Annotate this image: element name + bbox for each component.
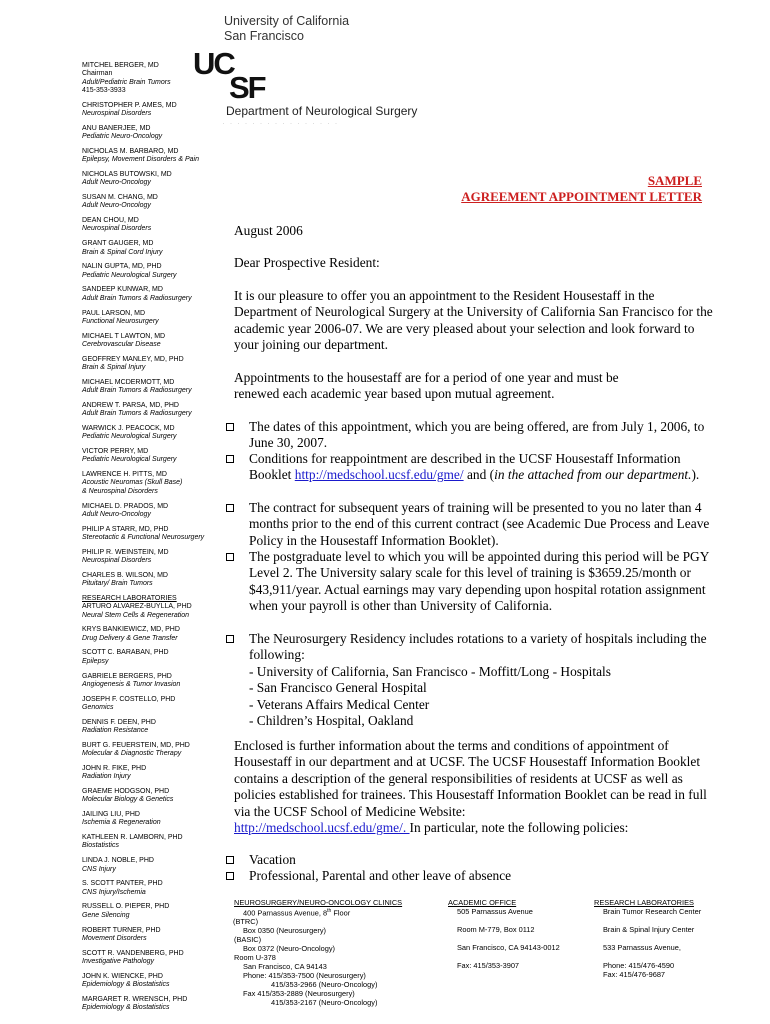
- faculty-entry: [82, 834, 222, 851]
- faculty-detail: Brain & Spinal Cord Injury: [82, 248, 163, 256]
- faculty-detail: Epilepsy, Movement Disorders & Pain: [82, 156, 199, 164]
- faculty-name: BURT G. FEUERSTEIN, MD, PHD: [82, 741, 190, 749]
- footer-academic-office: ACADEMIC OFFICE 505 Parnassus Avenue Room M-779, Box 0112 San Francisco, CA 94143-0012 Fax: 415/353-3907: [448, 898, 560, 970]
- faculty-name: JOSEPH F. COSTELLO, PHD: [82, 695, 176, 703]
- faculty-entry: [82, 765, 222, 782]
- faculty-detail: Adult Neuro-Oncology: [82, 510, 151, 518]
- faculty-entry: [82, 950, 222, 967]
- faculty-detail: Epilepsy: [82, 657, 109, 665]
- faculty-entry: [82, 356, 222, 373]
- faculty-detail: Adult Brain Tumors & Radiosurgery: [82, 410, 192, 418]
- faculty-entry: [82, 742, 222, 759]
- faculty-name: NICHOLAS M. BARBARO, MD: [82, 147, 179, 155]
- bullet-appointment-dates: The dates of this appointment, which you are being offered, are from July 1, 2006, to June 30, 2007.: [226, 419, 716, 452]
- faculty-detail: Pediatric Neurological Surgery: [82, 433, 177, 441]
- faculty-name: MICHAEL D. PRADOS, MD: [82, 502, 169, 510]
- faculty-entry: [82, 333, 222, 350]
- faculty-entry: [82, 379, 222, 396]
- faculty-detail: Angiogenesis & Tumor Invasion: [82, 680, 181, 688]
- hospital-item: - Veterans Affairs Medical Center: [249, 696, 430, 712]
- faculty-detail: Adult Brain Tumors & Radiosurgery: [82, 387, 192, 395]
- faculty-entry: [82, 572, 222, 589]
- svg-text:SF: SF: [229, 70, 265, 100]
- faculty-name: ANDREW T. PARSA, MD, PHD: [82, 401, 179, 409]
- checkbox-bullet-icon: [226, 872, 234, 880]
- faculty-name: S. SCOTT PANTER, PHD: [82, 880, 163, 888]
- faculty-detail: Molecular & Diagnostic Therapy: [82, 750, 182, 758]
- faculty-entry: [82, 927, 222, 944]
- checkbox-bullet-icon: [226, 553, 234, 561]
- faculty-entry: [82, 402, 222, 419]
- faculty-entry: [82, 649, 222, 666]
- faculty-entry: [82, 603, 222, 620]
- faculty-detail: Neurospinal Disorders: [82, 557, 152, 565]
- footer-clinics: NEUROSURGERY/NEURO-ONCOLOGY CLINICS 400 Parnassus Avenue, 8th Floor (BTRC) Box 0350 (Neurosurgery) (BASIC) Box 0372 (Neuro-Oncology) Room U-378 San Francisco, CA 94143 Phone: 415/353-7500 (Neurosurgery) 415/353-2966 (Neuro-Oncology) Fax 415/353-2889 (Neurosurgery) 415/353-2167 (Neuro-Oncology): [233, 898, 403, 1008]
- faculty-detail: Radiation Injury: [82, 773, 131, 781]
- sample-title-line2: AGREEMENT APPOINTMENT LETTER: [461, 189, 702, 204]
- faculty-name: KATHLEEN R. LAMBORN, PHD: [82, 834, 183, 842]
- faculty-name: DENNIS F. DEEN, PHD: [82, 718, 156, 726]
- faculty-detail: Genomics: [82, 703, 114, 711]
- faculty-name: GABRIELE BERGERS, PHD: [82, 672, 172, 680]
- faculty-entry: [82, 719, 222, 736]
- faculty-name: SANDEEP KUNWAR, MD: [82, 286, 163, 294]
- faculty-detail: Chairman: [82, 70, 113, 78]
- faculty-name: MITCHEL BERGER, MD: [82, 62, 159, 69]
- faculty-name: ANU BANERJEE, MD: [82, 124, 151, 132]
- faculty-name: PAUL LARSON, MD: [82, 309, 146, 317]
- sample-title: [461, 173, 702, 205]
- faculty-entry: [82, 696, 222, 713]
- school-website-link[interactable]: http://medschool.ucsf.edu/gme/.: [234, 820, 410, 836]
- faculty-detail: Drug Delivery & Gene Transfer: [82, 634, 178, 642]
- research-list: [82, 603, 222, 1012]
- faculty-detail: Adult Neuro-Oncology: [82, 179, 151, 187]
- faculty-name: SCOTT R. VANDENBERG, PHD: [82, 949, 184, 957]
- letter-paragraph-3: Enclosed is further information about the terms and conditions of appointment of Housestaff in our department and at UCSF. The UCSF Housestaff Information Booklet contains a description of the general responsibilities of residents at UCSF as well as policies established for trainees. This Housestaff Information Booklet can be read in full via the UCSF School of Medicine Website: http://medschool.ucsf.edu/gme/. In particular, note the following policies:: [234, 738, 707, 836]
- faculty-entry: [82, 811, 222, 828]
- faculty-detail: Adult Brain Tumors & Radiosurgery: [82, 294, 192, 302]
- faculty-entry: [82, 880, 222, 897]
- hospital-item: - San Francisco General Hospital: [249, 680, 427, 696]
- faculty-entry: [82, 310, 222, 327]
- faculty-detail: CNS Injury/Ischemia: [82, 888, 146, 896]
- faculty-name: PHILIP A STARR, MD, PHD: [82, 525, 169, 533]
- letter-paragraph-1: It is our pleasure to offer you an appointment to the Resident Housestaff in the Department of Neurological Surgery at the University of California San Francisco for the academic year 2006-07. We are very pleased about your selection and look forward to your joining our department.: [234, 288, 713, 353]
- hospital-item: - University of California, San Francisco - Moffitt/Long - Hospitals: [249, 663, 611, 679]
- faculty-name: LINDA J. NOBLE, PHD: [82, 857, 154, 865]
- faculty-name: GEOFFREY MANLEY, MD, PHD: [82, 355, 184, 363]
- faculty-name: MICHAEL MCDERMOTT, MD: [82, 378, 175, 386]
- faculty-detail: Acoustic Neuromas (Skull Base): [82, 479, 183, 487]
- faculty-detail: Epidemiology & Biostatistics: [82, 1004, 170, 1012]
- faculty-detail: Adult Neuro-Oncology: [82, 202, 151, 210]
- faculty-detail: Adult/Pediatric Brain Tumors: [82, 78, 171, 86]
- faculty-name: NICHOLAS BUTOWSKI, MD: [82, 170, 172, 178]
- faculty-detail: 415-353-3933: [82, 86, 126, 94]
- faculty-name: JOHN R. FIKE, PHD: [82, 764, 147, 772]
- faculty-name: SCOTT C. BARABAN, PHD: [82, 649, 169, 657]
- faculty-entry: [82, 171, 222, 188]
- faculty-detail: Functional Neurosurgery: [82, 317, 159, 325]
- faculty-detail: Stereotactic & Functional Neurosurgery: [82, 533, 205, 541]
- faculty-detail: Gene Silencing: [82, 911, 130, 919]
- faculty-detail: Movement Disorders: [82, 934, 147, 942]
- faculty-list: [82, 62, 222, 588]
- faculty-entry: [82, 448, 222, 465]
- faculty-entry: [82, 425, 222, 442]
- faculty-detail: CNS Injury: [82, 865, 116, 873]
- faculty-name: DEAN CHOU, MD: [82, 217, 139, 225]
- faculty-entry: [82, 973, 222, 990]
- faculty-name: CHARLES B. WILSON, MD: [82, 571, 168, 579]
- faint-watermark-line: · · · · · · · · · · · · · · · ·: [222, 118, 339, 128]
- letter-paragraph-2: Appointments to the housestaff are for a period of one year and must be renewed each academic year based upon mutual agreement.: [234, 370, 619, 402]
- letter-date: August 2006: [234, 223, 303, 238]
- bullet-subsequent-contract: The contract for subsequent years of training will be presented to you no later than 4 months prior to the end of this current contract (see Academic Due Process and Leave Policy in the Housestaff Information Booklet).: [226, 500, 716, 549]
- faculty-entry: [82, 673, 222, 690]
- faculty-entry: [82, 857, 222, 874]
- faculty-name: WARWICK J. PEACOCK, MD: [82, 425, 175, 432]
- faculty-entry: [82, 549, 222, 566]
- faculty-entry: [82, 62, 222, 95]
- faculty-detail: Neural Stem Cells & Regeneration: [82, 611, 189, 619]
- faculty-detail: & Neurospinal Disorders: [82, 487, 158, 495]
- hospital-item: - Children’s Hospital, Oakland: [249, 713, 414, 729]
- faculty-entry: [82, 788, 222, 805]
- faculty-detail: Biostatistics: [82, 842, 119, 850]
- faculty-entry: [82, 148, 222, 165]
- campus-line: San Francisco: [224, 29, 304, 43]
- faculty-name: KRYS BANKIEWICZ, MD, PHD: [82, 626, 180, 634]
- faculty-entry: [82, 626, 222, 643]
- faculty-name: NALIN GUPTA, MD, PHD: [82, 263, 162, 271]
- department-name: Department of Neurological Surgery: [226, 104, 418, 118]
- hospital-list: [226, 664, 716, 730]
- faculty-name: SUSAN M. CHANG, MD: [82, 194, 158, 202]
- faculty-entry: [82, 263, 222, 280]
- checkbox-bullet-icon: [226, 856, 234, 864]
- faculty-detail: Epidemiology & Biostatistics: [82, 981, 170, 989]
- faculty-entry: [82, 102, 222, 119]
- faculty-name: LAWRENCE H. PITTS, MD: [82, 471, 167, 479]
- checkbox-bullet-icon: [226, 635, 234, 643]
- faculty-detail: Investigative Pathology: [82, 957, 154, 965]
- bullet-pgy-level: The postgraduate level to which you will be appointed during this period will be PGY Level 2. The University salary scale for this level of training is $3659.25/month or $43,911/year. Actual earnings may vary depending upon hospital rotation assignment when your payroll is other than University of California.: [226, 549, 716, 615]
- faculty-detail: Cerebrovascular Disease: [82, 340, 161, 348]
- faculty-name: MARGARET R. WRENSCH, PHD: [82, 995, 188, 1003]
- faculty-entry: [82, 471, 222, 496]
- bullet-rotations: The Neurosurgery Residency includes rotations to a variety of hospitals including the following: - University of California, San Francisco - Moffitt/Long - Hospitals - San Francisco General Hospital - Veterans Affairs Medical Center - Children’s Hospital, Oakland: [226, 631, 716, 729]
- faculty-entry: [82, 240, 222, 257]
- faculty-entry: [82, 194, 222, 211]
- faculty-name: ARTURO ALVAREZ-BUYLLA, PHD: [82, 603, 192, 611]
- faculty-name: VICTOR PERRY, MD: [82, 448, 149, 456]
- research-heading: RESEARCH LABORATORIES: [82, 594, 177, 602]
- faculty-name: GRANT GAUGER, MD: [82, 240, 154, 248]
- checkbox-bullet-icon: [226, 423, 234, 431]
- faculty-name: PHILIP R. WEINSTEIN, MD: [82, 548, 169, 556]
- faculty-name: GRAEME HODGSON, PHD: [82, 788, 170, 795]
- faculty-entry: [82, 526, 222, 543]
- faculty-detail: Neurospinal Disorders: [82, 225, 152, 233]
- checkbox-bullet-icon: [226, 455, 234, 463]
- faculty-name: JAILING LIU, PHD: [82, 811, 140, 819]
- faculty-name: MICHAEL T LAWTON, MD: [82, 332, 166, 340]
- checkbox-bullet-icon: [226, 504, 234, 512]
- bullet-reappointment: Conditions for reappointment are described in the UCSF Housestaff Information Booklet http://medschool.ucsf.edu/gme/ and (in the attached from our department.).: [226, 451, 716, 484]
- sample-title-line1: SAMPLE: [647, 173, 702, 188]
- faculty-detail: Pediatric Neurological Surgery: [82, 271, 177, 279]
- faculty-entry: [82, 903, 222, 920]
- faculty-name: JOHN K. WIENCKE, PHD: [82, 972, 163, 980]
- policy-vacation: Vacation: [226, 852, 716, 868]
- letter-salutation: Dear Prospective Resident:: [234, 255, 380, 270]
- footer-research-labs: RESEARCH LABORATORIES Brain Tumor Research Center Brain & Spinal Injury Center 533 Parnassus Avenue, Phone: 415/476-4590 Fax: 415/476-9687: [594, 898, 702, 979]
- faculty-detail: Brain & Spinal Injury: [82, 364, 146, 372]
- faculty-detail: Ischemia & Regeneration: [82, 819, 161, 827]
- faculty-name: RUSSELL O. PIEPER, PHD: [82, 903, 170, 911]
- university-name: [224, 14, 349, 44]
- faculty-entry: [82, 286, 222, 303]
- faculty-detail: Radiation Resistance: [82, 727, 149, 735]
- faculty-detail: Neurospinal Disorders: [82, 109, 152, 117]
- faculty-detail: Pediatric Neuro-Oncology: [82, 133, 163, 141]
- faculty-entry: [82, 996, 222, 1013]
- policy-leave: Professional, Parental and other leave of absence: [226, 868, 716, 884]
- faculty-name: ROBERT TURNER, PHD: [82, 926, 161, 934]
- faculty-entry: [82, 503, 222, 520]
- faculty-sidebar: [82, 62, 222, 1019]
- faculty-detail: Pituitary/ Brain Tumors: [82, 580, 153, 588]
- svg-text:UC: UC: [193, 48, 234, 81]
- faculty-entry: [82, 217, 222, 234]
- faculty-detail: Molecular Biology & Genetics: [82, 796, 174, 804]
- faculty-detail: Pediatric Neurological Surgery: [82, 456, 177, 464]
- faculty-entry: [82, 125, 222, 142]
- university-line: University of California: [224, 14, 350, 28]
- faculty-name: CHRISTOPHER P. AMES, MD: [82, 101, 177, 109]
- gme-link[interactable]: http://medschool.ucsf.edu/gme/: [294, 467, 464, 483]
